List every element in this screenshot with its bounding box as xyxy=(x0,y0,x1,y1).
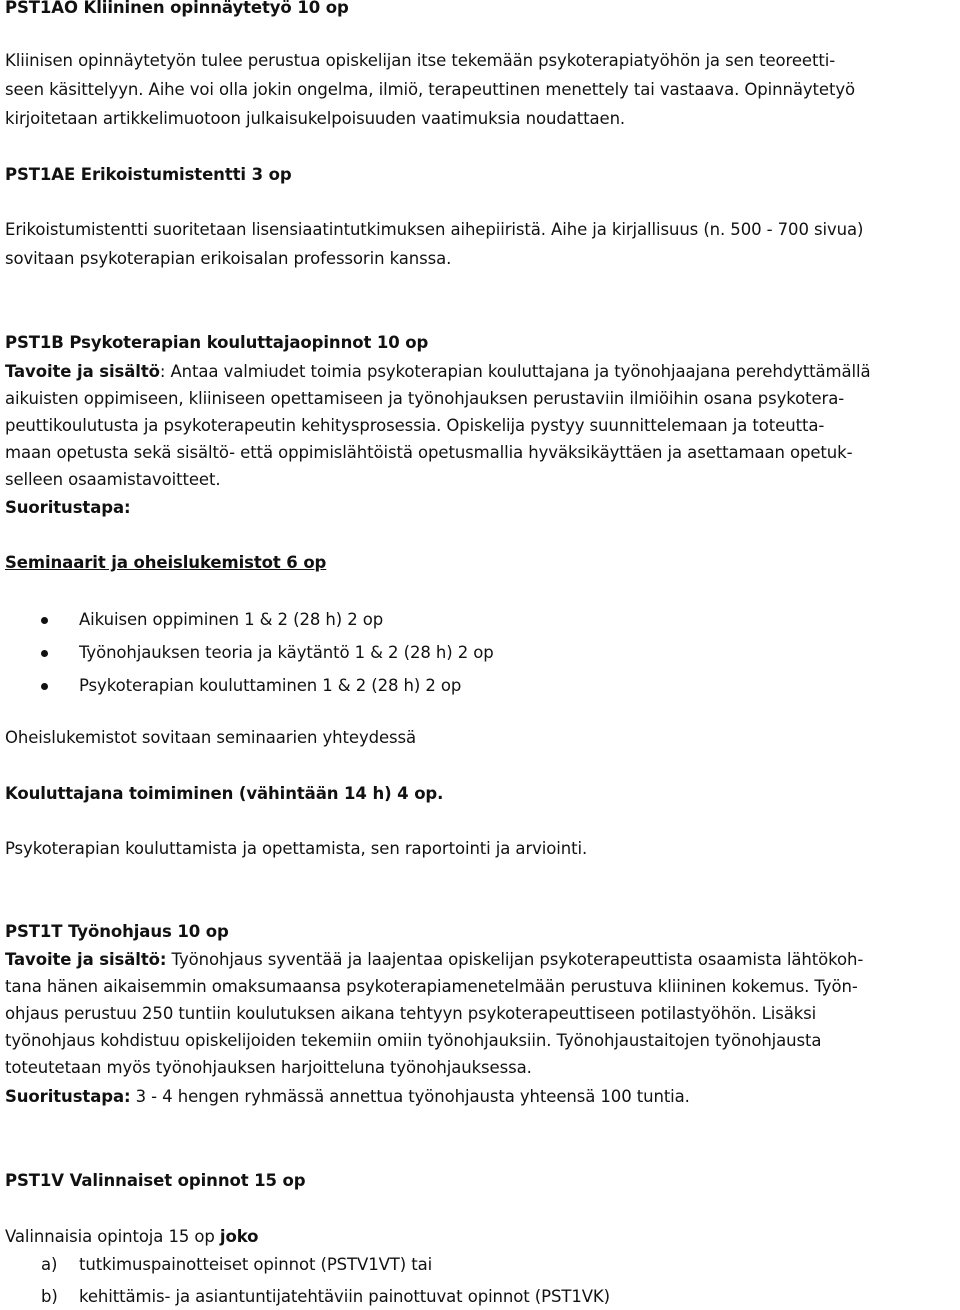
goal-text: : Antaa valmiudet toimia psykoterapian kouluttajana ja työnohjaajana perehdyttämällä xyxy=(159,362,871,381)
goal-text: Työnohjaus syventää ja laajentaa opiskelijan psykoterapeuttista osaamista lähtökoh- xyxy=(166,950,864,969)
paragraph-line: tana hänen aikaisemmin omaksumaansa psykoterapiamenetelmään perustuva kliininen kokemus. Työn- xyxy=(5,977,858,996)
goal-label: Tavoite ja sisältö xyxy=(5,362,160,381)
goal-line xyxy=(5,949,863,971)
bullet-icon xyxy=(41,683,48,690)
section-heading-pst1ao: PST1AO Kliininen opinnäytetyö 10 op xyxy=(5,0,349,17)
list-item: Työnohjauksen teoria ja käytäntö 1 & 2 (28 h) 2 op xyxy=(79,643,494,662)
method-label: Suoritustapa: xyxy=(5,498,131,517)
paragraph-line: maan opetusta sekä sisältö- että oppimislähtöistä opetusmallia hyväksikäyttäen ja asettamaan opetuk- xyxy=(5,443,853,462)
bullet-icon xyxy=(41,617,48,624)
paragraph-line: Kliinisen opinnäytetyön tulee perustua opiskelijan itse tekemään psykoterapiatyöhön ja sen teoreetti- xyxy=(5,51,836,70)
intro-text: Valinnaisia opintoja 15 op xyxy=(5,1227,220,1246)
method-line xyxy=(5,1086,690,1108)
list-item: Psykoterapian kouluttaminen 1 & 2 (28 h) 2 op xyxy=(79,676,462,695)
paragraph-line: Erikoistumistentti suoritetaan lisensiaatintutkimuksen aihepiiristä. Aihe ja kirjallisuus (n. 500 - 700 sivua) xyxy=(5,220,864,239)
trainer-heading: Kouluttajana toimiminen (vähintään 14 h) 4 op. xyxy=(5,784,444,803)
intro-bold: joko xyxy=(219,1227,259,1246)
goal-label: Tavoite ja sisältö: xyxy=(5,950,167,969)
section-heading-pst1v: PST1V Valinnaiset opinnot 15 op xyxy=(5,1171,306,1190)
paragraph-line: työnohjaus kohdistuu opiskelijoiden tekemiin omiin työnohjauksiin. Työnohjaustaitojen työnohjausta xyxy=(5,1031,822,1050)
paragraph-line: kirjoitetaan artikkelimuotoon julkaisukelpoisuuden vaatimuksia noudattaen. xyxy=(5,109,626,128)
method-label: Suoritustapa: xyxy=(5,1087,131,1106)
paragraph-line: aikuisten oppimiseen, kliiniseen opettamiseen ja työnohjauksen perustaviin ilmiöihin osana psykotera- xyxy=(5,389,845,408)
paragraph-line: sovitaan psykoterapian erikoisalan professorin kanssa. xyxy=(5,249,452,268)
bullet-icon xyxy=(41,650,48,657)
paragraph-line: selleen osaamistavoitteet. xyxy=(5,470,221,489)
option-text: kehittämis- ja asiantuntijatehtäviin painottuvat opinnot (PST1VK) xyxy=(79,1287,610,1306)
paragraph-line: peuttikoulutusta ja psykoterapeutin kehitysprosessia. Opiskelija pystyy suunnittelemaan ja toteutta- xyxy=(5,416,825,435)
reading-note: Oheislukemistot sovitaan seminaarien yhteydessä xyxy=(5,728,417,747)
method-text: 3 - 4 hengen ryhmässä annettua työnohjausta yhteensä 100 tuntia. xyxy=(130,1087,690,1106)
section-heading-pst1b: PST1B Psykoterapian kouluttajaopinnot 10 op xyxy=(5,333,429,352)
option-text: tutkimuspainotteiset opinnot (PSTV1VT) tai xyxy=(79,1255,433,1274)
goal-line xyxy=(5,361,870,383)
seminars-heading: Seminaarit ja oheislukemistot 6 op xyxy=(5,553,327,572)
intro-line xyxy=(5,1226,258,1248)
option-label: b) xyxy=(41,1287,58,1306)
paragraph-line: toteutetaan myös työnohjauksen harjoitteluna työnohjauksessa. xyxy=(5,1058,532,1077)
trainer-text: Psykoterapian kouluttamista ja opettamista, sen raportointi ja arviointi. xyxy=(5,839,588,858)
option-label: a) xyxy=(41,1255,58,1274)
section-heading-pst1t: PST1T Työnohjaus 10 op xyxy=(5,922,229,941)
section-heading-pst1ae: PST1AE Erikoistumistentti 3 op xyxy=(5,165,292,184)
list-item: Aikuisen oppiminen 1 & 2 (28 h) 2 op xyxy=(79,610,384,629)
paragraph-line: ohjaus perustuu 250 tuntiin koulutuksen aikana tehtyyn psykoterapeuttiseen potilastyöhön. Lisäksi xyxy=(5,1004,817,1023)
paragraph-line: seen käsittelyyn. Aihe voi olla jokin ongelma, ilmiö, terapeuttinen menettely tai vastaava. Opinnäytetyö xyxy=(5,80,855,99)
